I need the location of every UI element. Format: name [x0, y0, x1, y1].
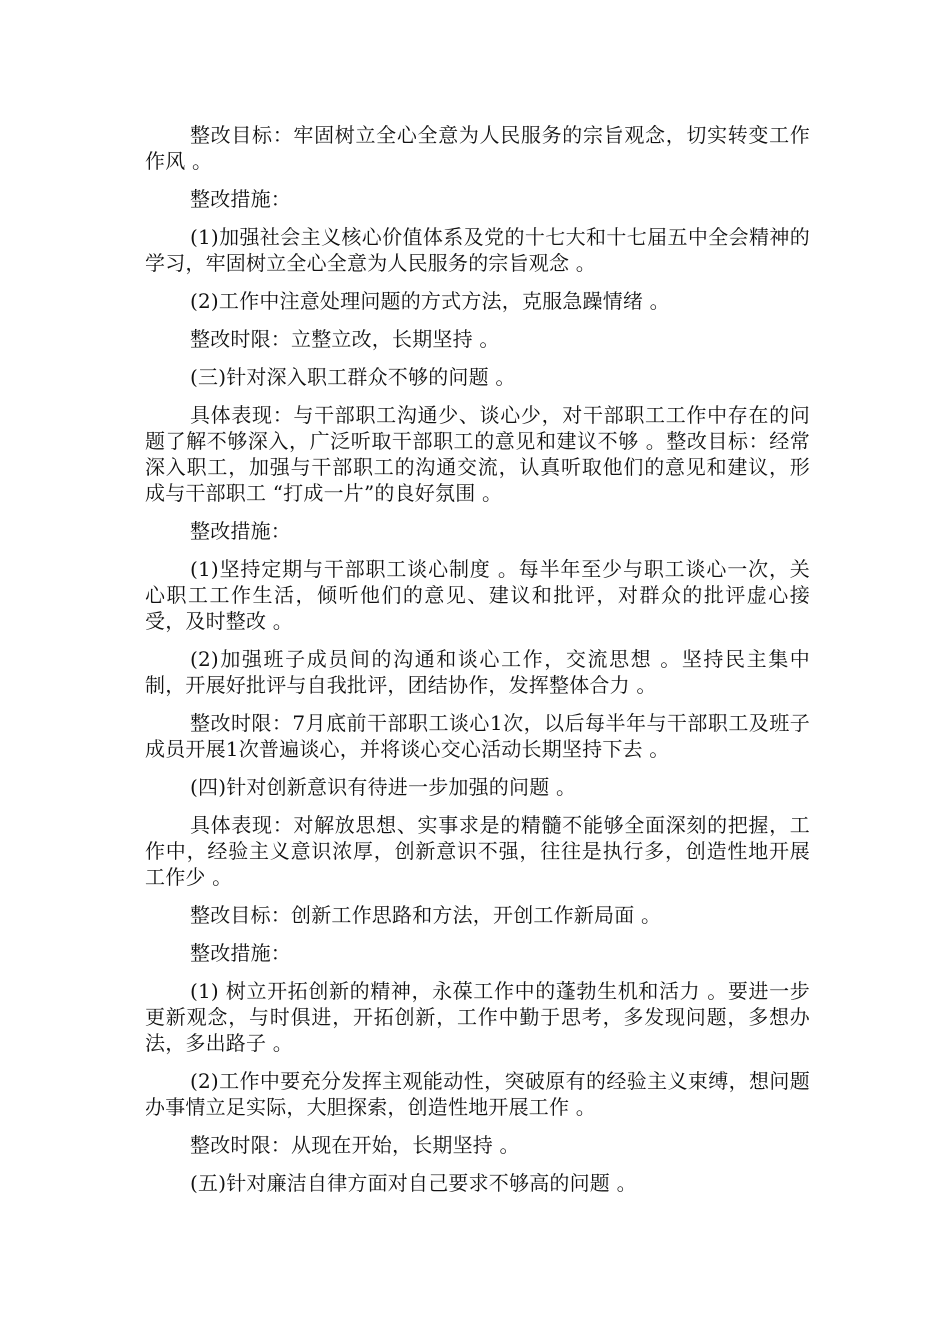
paragraph-measure-2: (2)加强班子成员间的沟通和谈心工作，交流思想 。坚持民主集中制，开展好批评与自我批评，团结协作，发挥整体合力 。	[145, 647, 810, 697]
paragraph-measures-heading: 整改措施：	[190, 187, 291, 211]
paragraph-section-3-heading: (三)针对深入职工群众不够的问题 。	[190, 365, 516, 389]
paragraph-measure-1: (1) 树立开拓创新的精神，永葆工作中的蓬勃生机和活力 。要进一步更新观念，与时俱进，开拓创新，工作中勤于思考，多发现问题，多想办法，多出路子 。	[145, 979, 810, 1055]
paragraph-section-5-heading: (五)针对廉洁自律方面对自己要求不够高的问题 。	[190, 1171, 637, 1195]
paragraph-rectification-goal: 整改目标：牢固树立全心全意为人民服务的宗旨观念，切实转变工作作风 。	[145, 123, 810, 173]
paragraph-measure-2: (2)工作中注意处理问题的方式方法，克服急躁情绪 。	[190, 289, 670, 313]
paragraph-rectification-goal: 整改目标：创新工作思路和方法，开创工作新局面 。	[190, 903, 662, 927]
paragraph-time-limit: 整改时限：7月底前干部职工谈心1次，以后每半年与干部职工及班子成员开展1次普遍谈心，并将谈心交心活动长期坚持下去 。	[145, 711, 810, 761]
document-body	[145, 122, 810, 1208]
paragraph-measure-1: (1)加强社会主义核心价值体系及党的十七大和十七届五中全会精神的学习，牢固树立全心全意为人民服务的宗旨观念 。	[145, 225, 810, 275]
paragraph-time-limit: 整改时限：从现在开始，长期坚持 。	[190, 1133, 520, 1157]
paragraph-measure-2: (2)工作中要充分发挥主观能动性，突破原有的经验主义束缚，想问题办事情立足实际，大胆探索，创造性地开展工作 。	[145, 1069, 810, 1119]
paragraph-section-4-heading: (四)针对创新意识有待进一步加强的问题 。	[190, 775, 577, 799]
paragraph-time-limit: 整改时限：立整立改，长期坚持 。	[190, 327, 500, 351]
paragraph-section-3-details: 具体表现：与干部职工沟通少、谈心少，对干部职工工作中存在的问题了解不够深入，广泛听取干部职工的意见和建议不够 。整改目标：经常深入职工，加强与干部职工的沟通交流，认真听取他们的意见和建议，形成与干部职工 “打成一片”的良好氛围 。	[145, 403, 810, 505]
paragraph-measures-heading: 整改措施：	[190, 941, 291, 965]
paragraph-section-4-details: 具体表现：对解放思想、实事求是的精髓不能够全面深刻的把握，工作中，经验主义意识浓厚，创新意识不强，往往是执行多，创造性地开展工作少 。	[145, 813, 810, 889]
paragraph-measure-1: (1)坚持定期与干部职工谈心制度 。每半年至少与职工谈心一次，关心职工工作生活，倾听他们的意见、建议和批评，对群众的批评虚心接受，及时整改 。	[145, 557, 810, 633]
paragraph-measures-heading: 整改措施：	[190, 519, 291, 543]
